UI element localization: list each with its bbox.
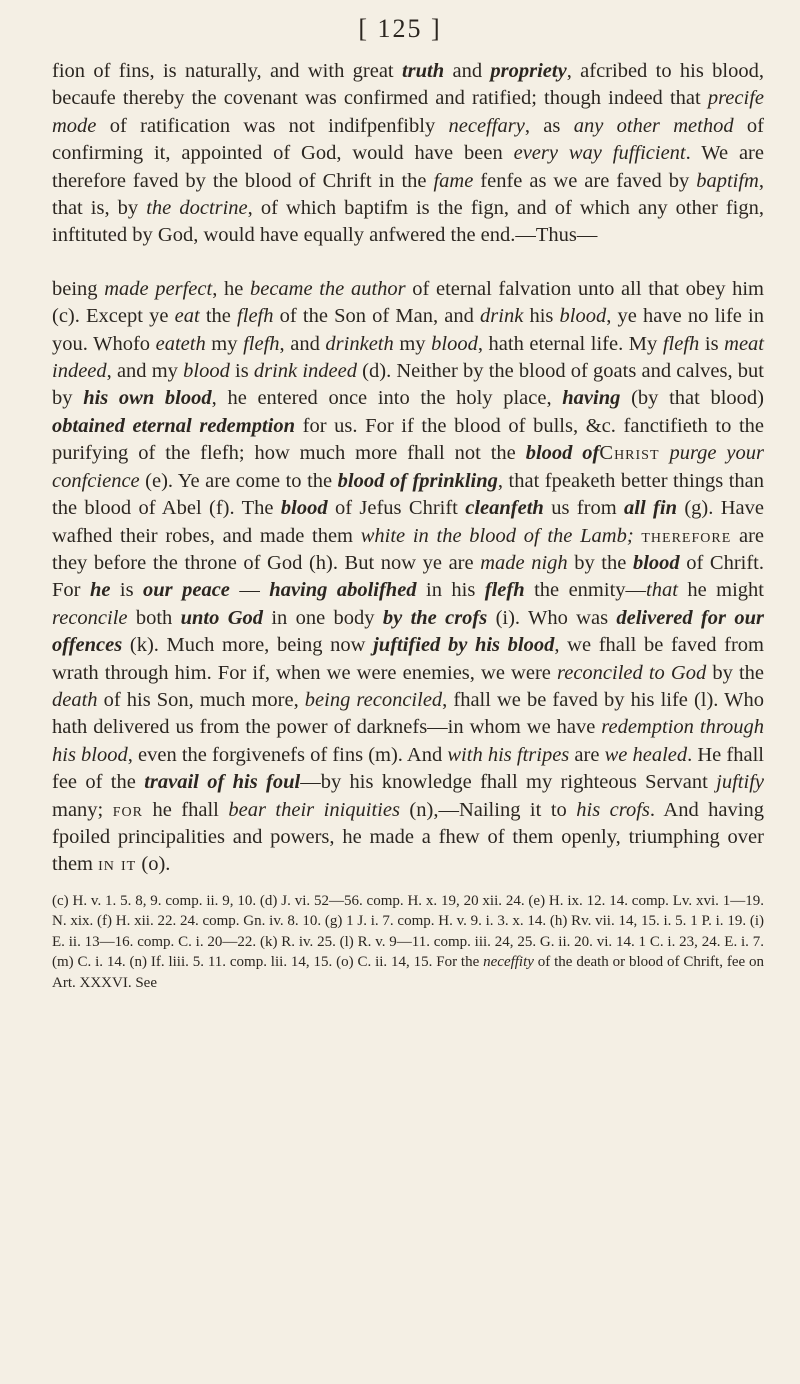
- emphasis: flefh: [243, 332, 280, 355]
- text: us from: [543, 497, 625, 520]
- paragraph-1: [52, 58, 764, 250]
- emphasis: being reconciled: [304, 688, 443, 711]
- text: (k). Much more, being now: [122, 634, 374, 657]
- emphasis: delivered for our offences: [52, 606, 764, 657]
- emphasis: drink indeed: [253, 360, 357, 383]
- emphasis: meat indeed: [52, 332, 764, 383]
- emphasis: reconciled to God: [557, 661, 707, 684]
- text: of Jefus Chrift: [327, 497, 466, 520]
- emphasis: obtained eternal redemption: [52, 414, 296, 437]
- small-caps: in it: [98, 853, 137, 876]
- text: both: [127, 606, 181, 629]
- text: of eternal falvation unto all that obey him (c). Except ye: [52, 277, 764, 328]
- emphasis: propriety: [490, 60, 567, 82]
- emphasis: redemption through his blood: [52, 716, 764, 766]
- text: my: [393, 332, 432, 355]
- emphasis: death: [52, 688, 98, 711]
- text: (i). Who was: [487, 606, 617, 629]
- text: is: [699, 332, 725, 355]
- text: —by his knowledge fhall my righteous Servant: [300, 771, 717, 794]
- text: —: [229, 579, 270, 602]
- text: he might: [677, 579, 765, 602]
- text: , and: [279, 332, 326, 355]
- emphasis: our peace: [143, 579, 230, 602]
- footnotes: [52, 891, 764, 994]
- emphasis: blood: [431, 332, 478, 355]
- footnote-text: of the death or blood of Chrift, fee on Art. XXXVI. See: [52, 954, 764, 991]
- emphasis: became the author: [249, 277, 406, 300]
- text: (n),—Nailing it to: [399, 798, 577, 821]
- text: (by that blood): [620, 387, 765, 410]
- emphasis: by the crofs: [382, 606, 488, 629]
- text: , fhall we be faved by his life (l). Who hath delivered us from the power of darknefs—in whom we have: [52, 688, 764, 739]
- emphasis: with his ftripes: [447, 743, 570, 766]
- text: , of which baptifm is the fign, and of which any other fign, inftituted by God, would have equally anfwered the end.—Thus—: [52, 197, 764, 247]
- small-caps: Christ: [599, 442, 660, 465]
- text: , he entered once into the holy place,: [211, 387, 563, 410]
- emphasis: flefh: [662, 332, 700, 355]
- text: of the Son of Man, and: [273, 305, 481, 328]
- paragraph-2: [52, 276, 764, 879]
- emphasis: that: [646, 579, 678, 602]
- emphasis: white in the blood of the Lamb;: [360, 524, 634, 547]
- emphasis: all fin: [624, 497, 677, 520]
- page-number: [ 125 ]: [358, 14, 442, 43]
- emphasis: his own blood: [83, 387, 212, 410]
- emphasis: cleanfeth: [465, 497, 544, 520]
- text: by the: [567, 551, 633, 574]
- text: the enmity—: [524, 579, 647, 602]
- emphasis: having abolifhed: [269, 579, 417, 602]
- emphasis: fame: [433, 169, 474, 192]
- emphasis: juftified by his blood: [373, 634, 555, 657]
- text: , as: [524, 114, 574, 137]
- emphasis: his crofs: [576, 798, 650, 821]
- emphasis: purge your confcience: [52, 442, 764, 492]
- page-body: [52, 58, 764, 993]
- text: , ye have no life in you. Whofo: [52, 305, 764, 355]
- emphasis: made perfect: [104, 277, 213, 300]
- text: are they before the throne of God (h). But now ye are: [52, 524, 765, 574]
- emphasis: flefh: [484, 579, 525, 602]
- text: for us. For if the blood of bulls, &c. fanctifieth to the purifying of the flefh; how much more fhall not the: [52, 414, 764, 465]
- text: , that is, by: [52, 169, 764, 220]
- emphasis: every way fufficient: [513, 142, 686, 165]
- text: of confirming it, appointed of God, would have been: [52, 114, 764, 165]
- text: , that fpeaketh better things than the blood of Abel (f). The: [52, 469, 764, 520]
- emphasis: precife mode: [52, 87, 764, 137]
- emphasis: truth: [401, 60, 445, 82]
- emphasis: eat: [174, 305, 200, 328]
- text: the: [199, 305, 238, 328]
- text: . We are therefore faved by the blood of Chrift in the: [52, 142, 764, 192]
- emphasis: juftify: [716, 771, 764, 794]
- emphasis: baptifm: [696, 169, 759, 192]
- text: , even the forgivenefs of fins (m). And: [127, 743, 448, 766]
- text: . And having fpoiled principalities and powers, he made a fhew of them openly, triumphing over them: [52, 798, 764, 876]
- text: by the: [706, 661, 765, 684]
- text: , hath eternal life. My: [477, 332, 663, 355]
- text: of Chrift. For: [52, 551, 764, 602]
- emphasis: any other method: [573, 114, 734, 137]
- text: is: [110, 579, 144, 602]
- emphasis: neceffity: [483, 954, 534, 971]
- text: of ratification was not indifpenfibly: [96, 114, 449, 137]
- emphasis: neceffary: [448, 114, 525, 137]
- emphasis: we healed: [604, 743, 688, 766]
- text: many;: [52, 798, 113, 821]
- text: his: [523, 305, 560, 328]
- text: , afcribed to his blood, becaufe thereby the covenant was confirmed and ratified; though indeed that: [52, 60, 764, 110]
- emphasis: eateth: [155, 332, 206, 355]
- emphasis: the doctrine: [146, 197, 248, 220]
- footnote-text: (c) H. v. 1. 5. 8, 9. comp. ii. 9, 10. (d) J. vi. 52—56. comp. H. x. 19, 20 xii. 24. (e) H. ix. 12. 14. comp. Lv. xvi. 1—19. N. xix. (f) H. xii. 22. 24. comp. Gn. iv. 8. 10. (g) 1 J. i. 7. comp. H. v. 9. i. 3. x. 14. (h) Rv. vii. 14, 15. i. 5. 1 P. i. 19. (i) E. ii. 13—16. comp. C. i. 20—22. (k) R. iv. 25. (l) R. v. 9—11. comp. iii. 24, 25. G. ii. 20. vi. 14. 1 C. i. 23, 24. E. i. 7. (m) C. i. 14. (n) If. liii. 5. 11. comp. lii. 14, 15. (o) C. ii. 14, 15. For the: [52, 892, 764, 971]
- text: . He fhall fee of the: [52, 743, 764, 794]
- text: he fhall: [142, 798, 229, 821]
- emphasis: bear their iniquities: [228, 798, 400, 821]
- text: my: [205, 332, 244, 355]
- emphasis: travail of his foul: [144, 771, 301, 794]
- text: (g). Have wafhed their robes, and made them: [52, 497, 764, 547]
- text: , he: [212, 277, 250, 300]
- emphasis: unto God: [180, 606, 264, 629]
- text: , and my: [106, 360, 184, 383]
- emphasis: made nigh: [480, 551, 568, 574]
- text: , we fhall be faved from wrath through him. For if, when we were enemies, we were: [52, 634, 764, 684]
- emphasis: blood: [559, 305, 607, 328]
- text: of his Son, much more,: [97, 688, 305, 711]
- emphasis: blood: [183, 360, 230, 383]
- emphasis: reconcile: [52, 606, 128, 629]
- emphasis: drinketh: [325, 332, 394, 355]
- emphasis: blood: [280, 497, 328, 520]
- text: (o).: [136, 853, 171, 876]
- text: fenfe as we are faved by: [473, 169, 697, 192]
- text: (e). Ye are come to the: [139, 469, 338, 492]
- text: is: [229, 360, 254, 383]
- emphasis: having: [562, 387, 621, 410]
- emphasis: blood of: [525, 442, 600, 465]
- emphasis: drink: [480, 305, 524, 328]
- small-caps: therefore: [641, 524, 732, 547]
- text: in one body: [263, 606, 383, 629]
- emphasis: he: [89, 579, 111, 602]
- emphasis: blood of fprinkling: [337, 469, 498, 492]
- text: (d). Neither by the blood of goats and calves, but by: [52, 360, 765, 410]
- text: are: [569, 743, 605, 766]
- text: fion of fins, is naturally, and with great: [52, 60, 402, 82]
- emphasis: flefh: [237, 305, 274, 328]
- small-caps: for: [112, 798, 143, 821]
- text: being: [52, 277, 105, 300]
- text: in his: [416, 579, 485, 602]
- emphasis: blood: [632, 551, 680, 574]
- text: and: [444, 60, 491, 82]
